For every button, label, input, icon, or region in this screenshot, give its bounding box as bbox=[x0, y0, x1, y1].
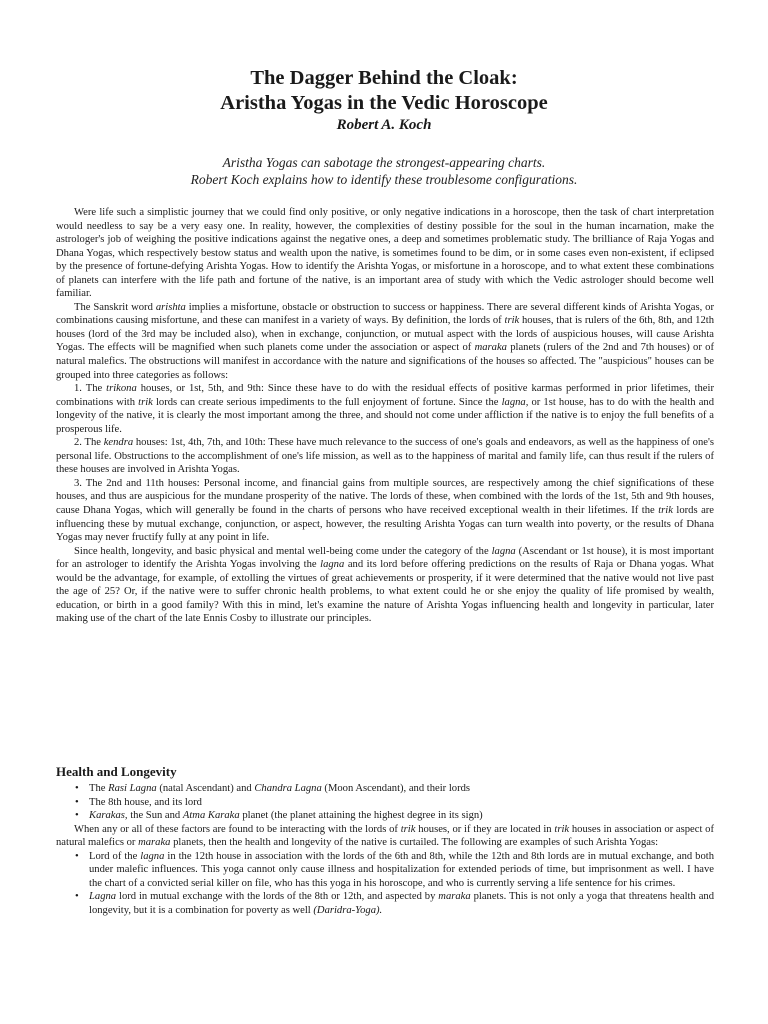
bullet-item: • The Rasi Lagna (natal Ascendant) and Chandra Lagna (Moon Ascendant), and their lords bbox=[56, 782, 714, 796]
article-subtitle bbox=[0, 154, 768, 188]
article-body bbox=[56, 206, 714, 626]
paragraph-arishta-definition: The Sanskrit word arishta implies a misfortune, obstacle or obstruction to success or happiness. There are several different kinds of Arishta Yogas, or combinations causing misfortune, and these can manifest in a variety of ways. By definition, the lords of trik houses, that is rulers of the 6th, 8th, and 12th houses (lord of the 3rd may be included also), when in exchange, conjunction, or mutual aspect with the lords of auspicious houses, will cause Arishta Yogas. The effects will be magnified when such planets come under the association or aspect of maraka planets (rulers of the 2nd and 7th houses) or of natural malefics. The obstructions will manifest in accordance with the nature and significations of the houses so affected. The "auspicious" houses can be grouped into three categories as follows: bbox=[56, 301, 714, 381]
paragraph-trik-factors: When any or all of these factors are found to be interacting with the lords of trik houses, or if they are located in trik houses in association or aspect of natural malefics or maraka planets, then the health and longevity of the native is curtailed. The following are examples of such Arishta Yogas: bbox=[56, 823, 714, 849]
numbered-item-3: 3. The 2nd and 11th houses: Personal income, and financial gains from multiple sources, are respectively among the chief significations of these houses, and thus are auspicious for the mundane prosperity of the native. The lords of these, when combined with the lords of the 1st, 5th and 9th houses, cause Dhana Yogas, which will generally be found in the charts of persons who have received exceptional wealth in their lifetimes. If the trik lords are influencing these by mutual exchange, conjunction, or aspect, however, the resulting Arishta Yogas can turn wealth into poverty, or the results of Dhana Yogas may never fructify fully at any point in life. bbox=[56, 477, 715, 544]
title-line-2: Aristha Yogas in the Vedic Horoscope bbox=[220, 92, 548, 114]
title-line-1: The Dagger Behind the Cloak: bbox=[250, 67, 518, 89]
numbered-item-1: 1. The trikona houses, or 1st, 5th, and 9th: Since these have to do with the residual effects of positive karmas performed in prior lifetimes, their combinations with trik lords can create serious impediments to the full enjoyment of fortune. Since the lagna, or 1st house, has to do with the health and longevity of the native, it is clearly the most important among the three, and should not come under affliction if the native is to enjoy the full benefits of a prosperous life. bbox=[56, 383, 714, 435]
paragraph-intro: Were life such a simplistic journey that we could find only positive, or only negative indications in a horoscope, then the task of chart interpretation would needless to say be a very easy one. In reality, however, the complexities of destiny possible for the soul in the human incarnation, make the astrologer's job of weighing the positive indications against the negative ones, a deep and sometimes problematic study. The brilliance of Raja Yogas and Dhana Yogas, which respectively bestow status and wealth upon the native, is sometimes found to be dim, or in some cases even non-existent, if eclipsed by the presence of fortune-defying Arishta Yogas. How to identify the Arishta Yogas, or misfortune in a horoscope, and to what extent these combinations of planets can interfere with the life path and fortune of the native, is an important area of study with which the Vedic astrologer should become well familiar. bbox=[56, 207, 714, 300]
subtitle-line-1: Aristha Yogas can sabotage the strongest-appearing charts. bbox=[222, 155, 546, 170]
section-body bbox=[56, 782, 714, 917]
author-name: Robert A. Koch bbox=[336, 117, 432, 133]
numbered-item-2: 2. The kendra houses: 1st, 4th, 7th, and 10th: These have much relevance to the success of one's goals and endeavors, as well as the happiness of one's personal life. Obstructions to the accomplishment of one's life mission, as well as to the happiness of marital and family life, can thus result if the rulers of these houses are involved in Arishta Yogas. bbox=[56, 437, 714, 476]
article-title bbox=[0, 66, 768, 116]
section-heading: Health and Longevity bbox=[56, 764, 177, 779]
bullet-example-2: • Lagna lord in mutual exchange with the lords of the 8th or 12th, and aspected by maraka planets. This is not only a yoga that threatens health and longevity, but it is a combination for poverty as well (Daridra-Yoga). bbox=[56, 890, 714, 917]
bullet-example-1: • Lord of the lagna in the 12th house in association with the lords of the 6th and 8th, while the 12th and 8th lords are in mutual exchange, and both under malefic influences. This yoga cannot only cause illness and hospitalization for extended periods of time, but imprisonment as well. I have the chart of a convicted serial killer on file, who has this yoga in his horoscope, and who is currently serving a life sentence for his crimes. bbox=[56, 850, 714, 891]
subtitle-line-2: Robert Koch explains how to identify these troublesome configurations. bbox=[190, 172, 578, 187]
bullet-item: • The 8th house, and its lord bbox=[56, 796, 714, 810]
bullet-item: • Karakas, the Sun and Atma Karaka planet (the planet attaining the highest degree in its sign) bbox=[56, 809, 714, 823]
paragraph-health-longevity-intro: Since health, longevity, and basic physical and mental well-being come under the category of the lagna (Ascendant or 1st house), it is most important for an astrologer to identify the Arishta Yogas involving the lagna and its lord before offering predictions on the results of Raja or Dhana yogas. What would be the advantage, for example, of extolling the virtues of great achievements or prosperity, if it were determined that the native would not live past the age of 25? Or, if the native were to suffer chronic health problems, to what extent could he or she enjoy the quality of life promised by wealth, education, or birth in a good family? With this in mind, let's examine the nature of Arishta Yogas influencing health and longevity in particular, later making use of the chart of the late Ennis Cosby to illustrate our principles. bbox=[56, 545, 714, 625]
